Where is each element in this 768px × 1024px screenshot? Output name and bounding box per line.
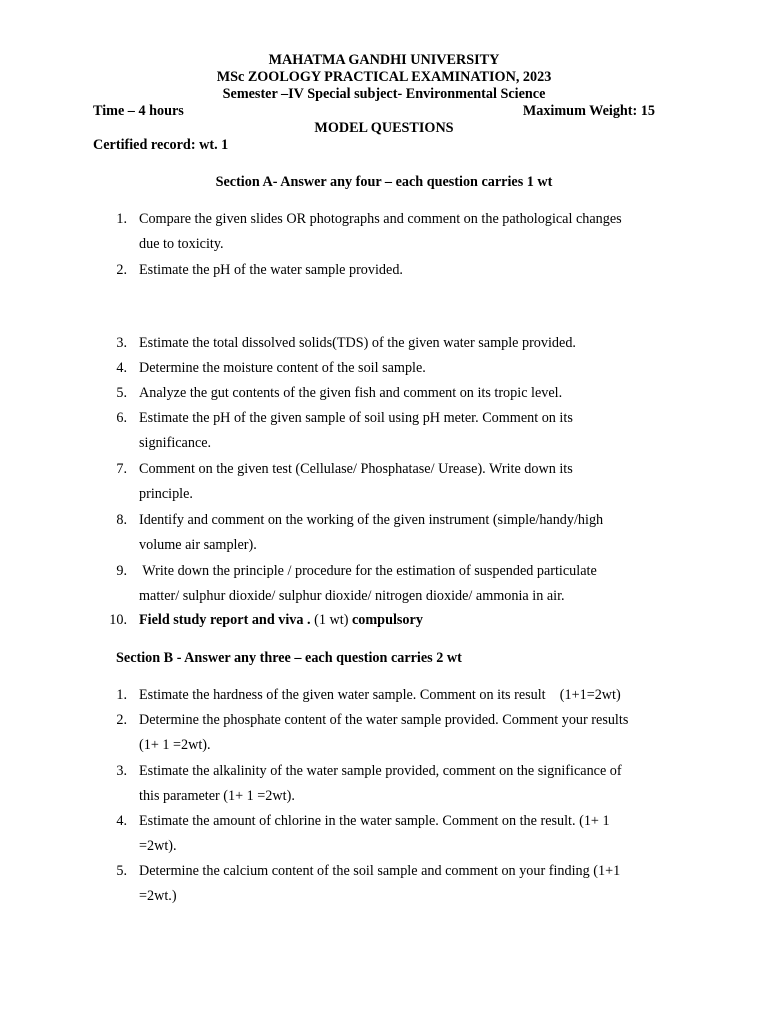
question-text-cont: (1+ 1 =2wt). bbox=[139, 737, 211, 753]
question-text: Analyze the gut contents of the given fish and comment on its tropic level. bbox=[139, 385, 563, 401]
question-number: 5. bbox=[116, 863, 127, 879]
question-text: Write down the principle / procedure for the estimation of suspended particulate bbox=[139, 563, 597, 579]
question-text-cont: principle. bbox=[139, 486, 193, 502]
question-number: 9. bbox=[116, 563, 127, 579]
question-text-cont: volume air sampler). bbox=[139, 537, 257, 553]
section-a-title: Section A- Answer any four – each question carries 1 wt bbox=[215, 174, 553, 190]
max-weight-label: Maximum Weight: 15 bbox=[522, 103, 655, 119]
question-text-bold: Field study report and viva . bbox=[139, 612, 311, 628]
question-number: 1. bbox=[116, 211, 127, 227]
question-text: Estimate the pH of the given sample of soil using pH meter. Comment on its bbox=[139, 410, 573, 426]
question-text: Determine the phosphate content of the water sample provided. Comment your results bbox=[139, 712, 629, 728]
question-text bbox=[139, 612, 423, 629]
question-number: 7. bbox=[116, 461, 127, 477]
question-text-cont: significance. bbox=[139, 435, 212, 451]
question-number: 3. bbox=[116, 763, 127, 779]
question-text-cont: matter/ sulphur dioxide/ sulphur dioxide/ nitrogen dioxide/ ammonia in air. bbox=[139, 588, 565, 604]
university-name: MAHATMA GANDHI UNIVERSITY bbox=[268, 52, 500, 68]
question-text-cont: due to toxicity. bbox=[139, 236, 224, 252]
question-text: Estimate the alkalinity of the water sample provided, comment on the significance of bbox=[139, 763, 622, 779]
question-number: 6. bbox=[116, 410, 127, 426]
model-questions-heading: MODEL QUESTIONS bbox=[314, 120, 454, 136]
question-text: Determine the moisture content of the soil sample. bbox=[139, 360, 426, 376]
semester-line: Semester –IV Special subject- Environmental Science bbox=[222, 86, 546, 102]
question-text-cont: =2wt.) bbox=[139, 888, 177, 904]
certified-record-label: Certified record: wt. 1 bbox=[93, 137, 229, 153]
question-weight: (1 wt) bbox=[310, 612, 352, 628]
question-number: 8. bbox=[116, 512, 127, 528]
question-text: Compare the given slides OR photographs and comment on the pathological changes bbox=[139, 211, 622, 227]
question-number: 4. bbox=[116, 813, 127, 829]
question-text: Estimate the total dissolved solids(TDS) of the given water sample provided. bbox=[139, 335, 576, 351]
question-text: Identify and comment on the working of the given instrument (simple/handy/high bbox=[139, 512, 604, 528]
question-text: Determine the calcium content of the soil sample and comment on your finding (1+1 bbox=[139, 863, 621, 879]
question-number: 4. bbox=[116, 360, 127, 376]
question-number: 1. bbox=[116, 687, 127, 703]
question-number: 2. bbox=[116, 712, 127, 728]
section-b-title: Section B - Answer any three – each question carries 2 wt bbox=[116, 650, 462, 666]
exam-title: MSc ZOOLOGY PRACTICAL EXAMINATION, 2023 bbox=[216, 69, 552, 85]
question-text: Estimate the amount of chlorine in the water sample. Comment on the result. (1+ 1 bbox=[139, 813, 610, 829]
question-text-cont: this parameter (1+ 1 =2wt). bbox=[139, 788, 295, 804]
question-number: 10. bbox=[109, 612, 127, 628]
question-text-cont: =2wt). bbox=[139, 838, 177, 854]
question-text: Comment on the given test (Cellulase/ Phosphatase/ Urease). Write down its bbox=[139, 461, 573, 477]
question-text: Estimate the hardness of the given water sample. Comment on its result (1+1=2wt) bbox=[139, 687, 621, 703]
question-number: 2. bbox=[116, 262, 127, 278]
question-number: 5. bbox=[116, 385, 127, 401]
question-number: 3. bbox=[116, 335, 127, 351]
compulsory-label: compulsory bbox=[351, 612, 423, 628]
question-text: Estimate the pH of the water sample provided. bbox=[139, 262, 403, 278]
time-label: Time – 4 hours bbox=[93, 103, 184, 119]
